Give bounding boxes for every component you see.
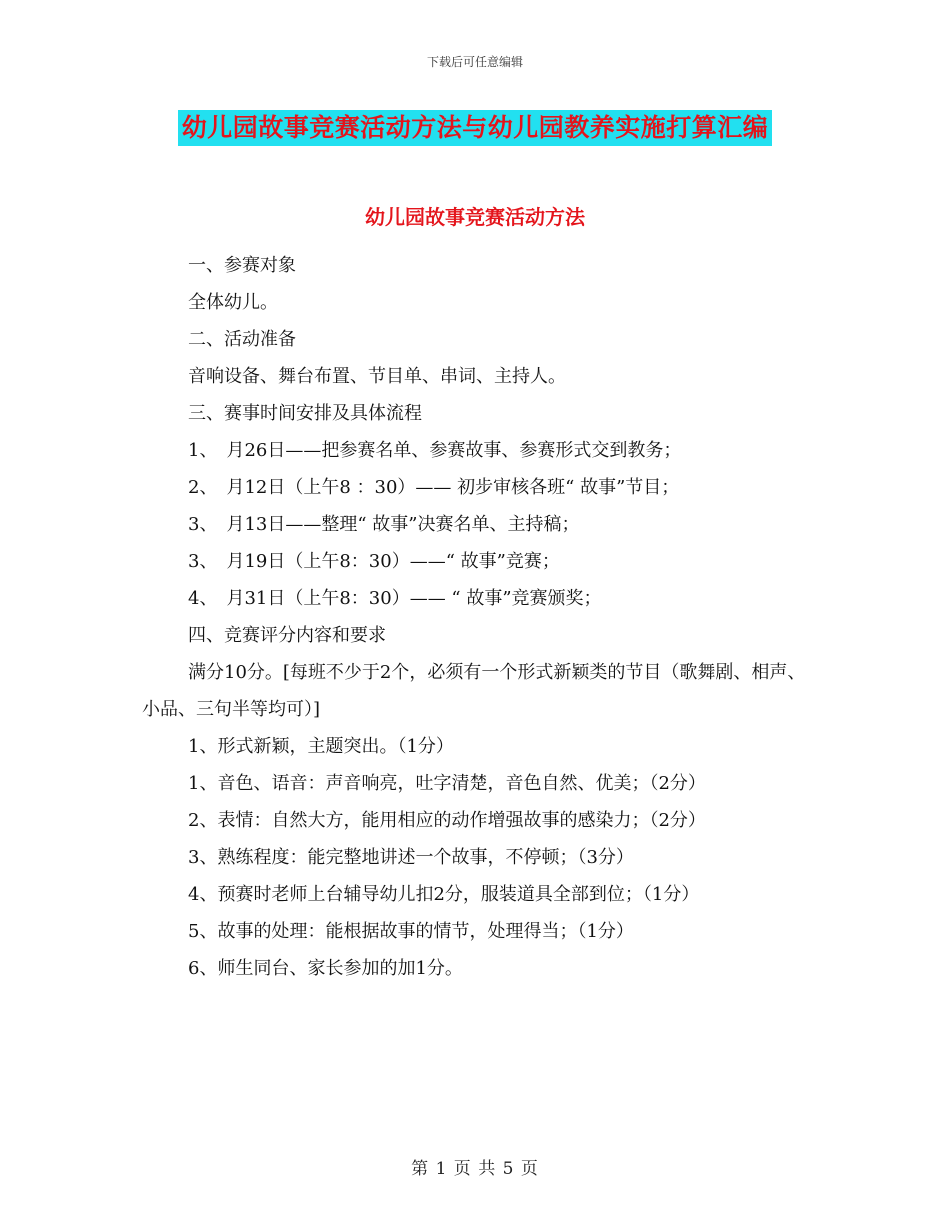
paragraph: 2、 月12日（上午8 ：30）—— 初步审核各班“ 故事”节目；: [188, 477, 680, 498]
paragraph: 二、活动准备: [188, 329, 296, 350]
paragraph: 四、竞赛评分内容和要求: [188, 625, 386, 646]
paragraph: 1、形式新颖，主题突出。（1分）: [188, 736, 454, 757]
paragraph: 3、 月13日——整理“ 故事”决赛名单、主持稿；: [188, 514, 580, 535]
paragraph: 3、熟练程度：能完整地讲述一个故事，不停顿；（3分）: [188, 847, 634, 868]
paragraph: 音响设备、舞台布置、节目单、串词、主持人。: [188, 366, 566, 387]
paragraph: 2、表情：自然大方，能用相应的动作增强故事的感染力；（2分）: [188, 810, 706, 831]
paragraph: 1、音色、语音：声音响亮，吐字清楚，音色自然、优美；（2分）: [188, 773, 706, 794]
paragraph: 全体幼儿。: [188, 292, 278, 313]
document-body: [142, 247, 812, 987]
paragraph: 满分10分。[每班不少于2个，必须有一个形式新颖类的节目（歌舞剧、相声、小品、三句半等均可）]: [142, 662, 806, 720]
paragraph: 三、赛事时间安排及具体流程: [188, 403, 422, 424]
main-title-container: [0, 110, 950, 146]
paragraph: 6、师生同台、家长参加的加1分。: [188, 958, 463, 979]
paragraph: 4、预赛时老师上台辅导幼儿扣2分，服装道具全部到位；（1分）: [188, 884, 700, 905]
section-title: 幼儿园故事竞赛活动方法: [365, 205, 585, 229]
paragraph: 一、参赛对象: [188, 255, 296, 276]
header-note: 下载后可任意编辑: [426, 55, 523, 69]
paragraph: 3、 月19日（上午8：30）——“ 故事”竞赛；: [188, 551, 560, 572]
paragraph: 5、故事的处理：能根据故事的情节，处理得当；（1分）: [188, 921, 634, 942]
page-footer: 第 1 页 共 5 页: [411, 1159, 539, 1179]
main-title: 幼儿园故事竞赛活动方法与幼儿园教养实施打算汇编: [178, 110, 773, 146]
paragraph: 4、 月31日（上午8：30）—— “ 故事”竞赛颁奖；: [188, 588, 602, 609]
paragraph: 1、 月26日——把参赛名单、参赛故事、参赛形式交到教务；: [188, 440, 682, 461]
